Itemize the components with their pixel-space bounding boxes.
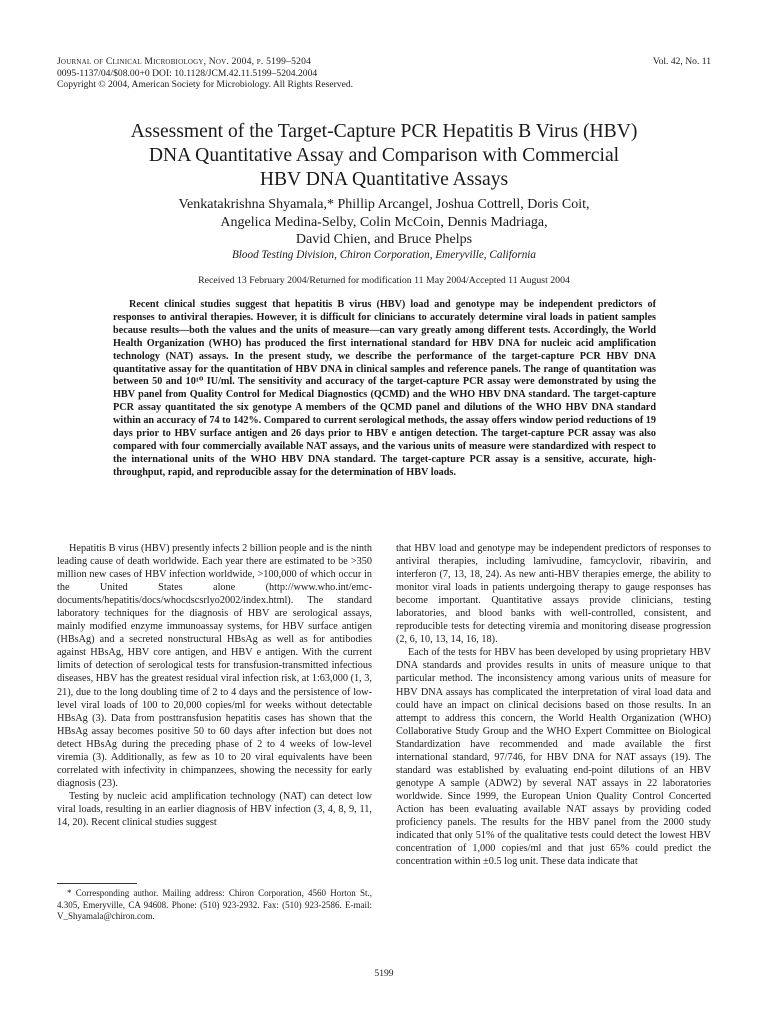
corresponding-author-footnote: * Corresponding author. Mailing address: Chiron Corporation, 4560 Horton St., 4.305, Emeryville, CA 94608. Phone: (510) 923-2932. Fax: (510) 923-2586. E-mail: V_Shyamala@chiron.com. — [57, 888, 372, 921]
body-column-right — [396, 542, 711, 868]
journal-citation: Journal of Clinical Microbiology, Nov. 2004, p. 5199–5204 — [57, 56, 312, 67]
body-paragraph: Hepatitis B virus (HBV) presently infects 2 billion people and is the ninth leading cause of death worldwide. Each year there are estimated to be >350 million new cases of HBV infection worldwide, >100,000 of which occur in the United States alone (http://www.who.int/emc-documents/hepatitis/docs/whocdscsrlyo2002/index.html). The standard laboratory techniques for the diagnosis of HBV are serological assays, mainly modified enzyme immunoassay systems, for HBV surface antigen (HBsAg) and a secreted nonstructural HBsAg as well as for antibodies against HBsAg, HBV core antigen, and HBV e antigen. With the current limits of detection of serological tests for transfusion-transmitted infectious diseases, HBV has the greatest residual viral infection risk, at 1:63,000 (1, 3, 21), due to the long doubling time of 2 to 4 days and the persistence of low-level viral loads of 100 to 20,000 copies/ml for weeks without detectable HBsAg (3). Data from posttransfusion hepatitis cases has shown that the HBsAg assay becomes positive 50 to 60 days after infection but does not detect HBsAg during the preceding phase of 2 to 4 weeks of low-level viremia (3). Additionally, as few as 10 to 20 viral equivalents have been correlated with infectivity in chimpanzees, showing the necessity for early diagnosis (23). — [57, 543, 372, 789]
author-line: Angelica Medina-Selby, Colin McCoin, Dennis Madriaga, — [220, 214, 548, 230]
page-number: 5199 — [374, 968, 394, 979]
author-line: Venkatakrishna Shyamala,* Phillip Arcangel, Joshua Cottrell, Doris Coit, — [178, 197, 590, 212]
journal-header — [57, 56, 477, 91]
title-line: HBV DNA Quantitative Assays — [259, 169, 509, 190]
doi-line: 0095-1137/04/$08.00+0 DOI: 10.1128/JCM.42.11.5199–5204.2004 — [57, 67, 318, 79]
body-paragraph: Each of the tests for HBV has been developed by using proprietary HBV DNA standards and provides results in units of measure unique to that particular method. The inconsistency among various units of measure for HBV DNA assays has complicated the interpretation of viral load data and could have an impact on clinical decisions based on those results. In an attempt to address this concern, the World Health Organization (WHO) Collaborative Study Group and the WHO Expert Committee on Biological Standardization have recommended and made available the first international standard, 97/746, for HBV DNA for NAT assays (19). The standard was established by evaluating end-point dilutions of an HBV genotype A sample (ADW2) by several NAT assays in 22 laboratories worldwide. Since 1999, the European Union Quality Control Concerted Action has been evaluating available NAT assays by providing coded proficiency panels. The results for the HBV panel from the 2000 study indicated that only 51% of the qualitative tests could detect the lowest HBV concentration of 1,000 copies/ml and that just 65% could predict the concentration within ±0.5 log unit. These data indicate that — [396, 647, 711, 868]
footnote-divider — [57, 883, 137, 884]
author-list — [57, 196, 711, 249]
article-title — [57, 120, 711, 192]
body-paragraph: Testing by nucleic acid amplification technology (NAT) can detect low viral loads, resulting in an earlier diagnosis of HBV infection (3, 4, 8, 9, 11, 14, 20). Recent clinical studies suggest — [57, 790, 372, 828]
received-dates: Received 13 February 2004/Returned for modification 11 May 2004/Accepted 11 August 2004 — [198, 275, 570, 286]
affiliation: Blood Testing Division, Chiron Corporation, Emeryville, California — [231, 249, 537, 261]
title-line: DNA Quantitative Assay and Comparison with Commercial — [148, 145, 620, 166]
volume-info: Vol. 42, No. 11 — [652, 56, 711, 67]
abstract: Recent clinical studies suggest that hepatitis B virus (HBV) load and genotype may be independent predictors of responses to antiviral therapies. However, it is difficult for clinicians to accurately determine viral loads in patient samples because results—both the values and the units of measure—can vary greatly among different tests. Accordingly, the World Health Organization (WHO) has produced the first international standard for HBV DNA for nucleic acid amplification technology (NAT) assays. In the present study, we describe the performance of the target-capture PCR HBV DNA quantitative assay for the quantitation of HBV DNA in clinical samples and reference panels. The range of quantitation was between 50 and 10¹⁰ IU/ml. The sensitivity and accuracy of the target-capture PCR assay were demonstrated by using the HBV panel from Quality Control for Medical Diagnostics (QCMD) and the WHO HBV DNA standard. The target-capture PCR assay quantitated the six genotype A members of the QCMD panel and dilutions of the WHO HBV DNA standard within an accuracy of 74 to 142%. Compared to current serological methods, the assay offers window period reductions of 19 days prior to HBV surface antigen and 26 days prior to HBV e antigen detection. The target-capture PCR assay was also compared with four commercially available NAT assays, and the various units of measure were standardized with respect to the international units of the WHO HBV DNA standard. The target-capture PCR assay is a sensitive, accurate, high-throughput, rapid, and reproducible assay for the determination of HBV loads. — [113, 299, 656, 478]
copyright-line: Copyright © 2004, American Society for Microbiology. All Rights Reserved. — [57, 79, 354, 91]
body-column-left — [57, 542, 372, 829]
author-line: David Chien, and Bruce Phelps — [295, 232, 473, 248]
title-line: Assessment of the Target-Capture PCR Hepatitis B Virus (HBV) — [130, 121, 638, 142]
body-paragraph: that HBV load and genotype may be independent predictors of responses to antiviral therapies, including lamivudine, famcyclovir, ribavirin, and interferon (7, 13, 18, 24). As new anti-HBV therapies emerge, the ability to monitor viral loads in patients undergoing therapy to gauge responses has become important. Quantitative assays provide clinicians, testing laboratories, and blood banks with well-controlled, consistent, and reproducible tests for detecting viremia and monitoring disease progression (2, 6, 10, 13, 14, 16, 18). — [396, 543, 711, 646]
